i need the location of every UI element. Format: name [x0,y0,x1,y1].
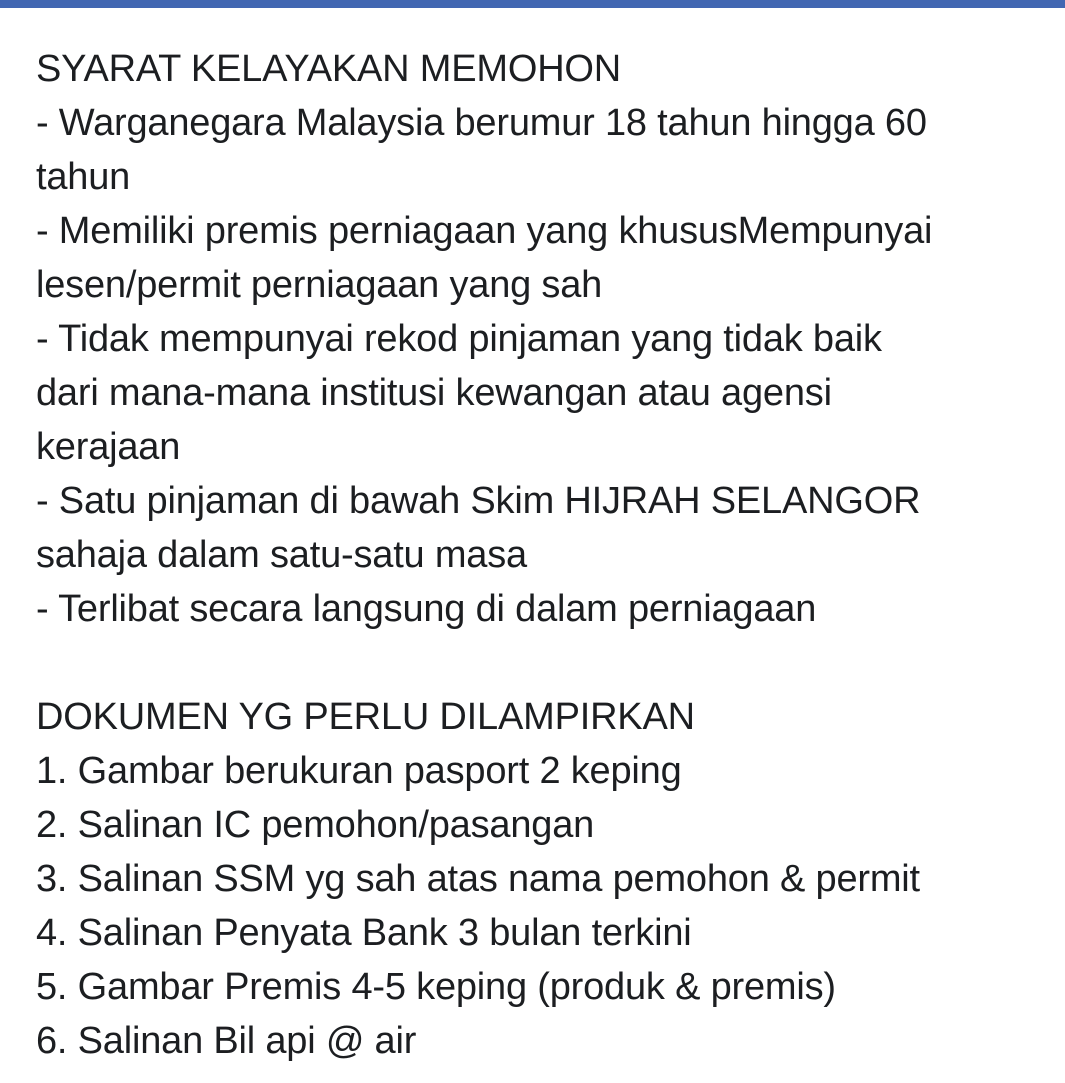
eligibility-line: kerajaan [36,426,181,468]
document-item: 4. Salinan Penyata Bank 3 bulan terkini [36,912,692,954]
eligibility-line: sahaja dalam satu-satu masa [36,534,527,576]
eligibility-line: dari mana-mana institusi kewangan atau agensi [36,372,832,414]
eligibility-line: - Satu pinjaman di bawah Skim HIJRAH SELANGOR [36,480,921,522]
eligibility-line: - Memiliki premis perniagaan yang khususMempunyai [36,210,933,252]
eligibility-heading: SYARAT KELAYAKAN MEMOHON [36,48,622,90]
top-accent-bar [0,0,1065,8]
eligibility-line: - Terlibat secara langsung di dalam perniagaan [36,588,817,630]
document-item: 6. Salinan Bil api @ air [36,1020,417,1062]
document-item: 5. Gambar Premis 4-5 keping (produk & premis) [36,966,836,1008]
eligibility-line: tahun [36,156,131,198]
eligibility-line: - Warganegara Malaysia berumur 18 tahun hingga 60 [36,102,927,144]
document-item: 3. Salinan SSM yg sah atas nama pemohon & permit [36,858,920,900]
paragraph-spacer [36,636,1046,690]
document-item: 1. Gambar berukuran pasport 2 keping [36,750,682,792]
eligibility-line: lesen/permit perniagaan yang sah [36,264,603,306]
documents-heading: DOKUMEN YG PERLU DILAMPIRKAN [36,696,695,738]
post-text [36,42,1046,1068]
document-item: 2. Salinan IC pemohon/pasangan [36,804,595,846]
eligibility-line: - Tidak mempunyai rekod pinjaman yang tidak baik [36,318,882,360]
